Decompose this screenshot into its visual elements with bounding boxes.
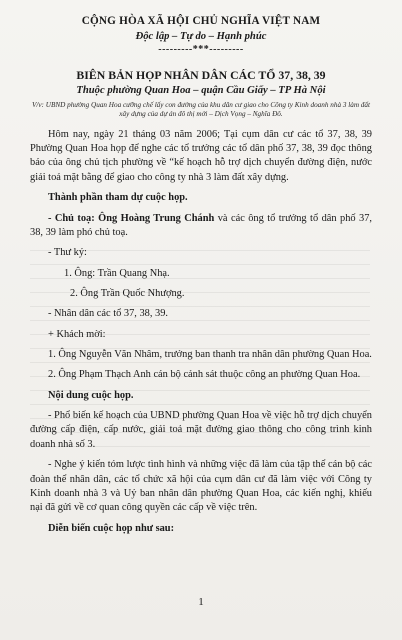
national-title: CỘNG HÒA XÃ HỘI CHỦ NGHĨA VIỆT NAM xyxy=(81,15,321,27)
motto-divider: ---------***--------- xyxy=(158,44,244,56)
document-subject: V/v: UBND phường Quan Hoa cưỡng chế lấy con đường của khu dân cư giao cho Công ty Kinh doanh nhà 3 làm đất xây dựng của dự án đô thị mới – Dịch Vọng – Nghĩa Đô. xyxy=(31,100,370,118)
chair-paragraph xyxy=(30,212,372,241)
residents-line: - Nhân dân các tổ 37, 38, 39. xyxy=(48,308,169,320)
intro-paragraph: Hôm nay, ngày 21 tháng 03 năm 2006; Tại cụm dân cư các tổ 37, 38, 39 Phường Quan Hoa họp để nghe các tổ trưởng các tổ dân phố 37, 38, 39 đọc thông báo của ông chủ tịch phường về “kế hoạch hỗ trợ dịch chuyển đường điện, nước giải toả mặt bằng để giao cho công ty nhà 3 làm đất xây dựng. xyxy=(30,128,372,183)
secretary-label: - Thư ký: xyxy=(48,247,87,259)
content-item: - Nghe ý kiến tóm lược tình hình và những việc đã làm của tập thể cán bộ các đoàn thể nhân dân, các tổ chức xã hội của cụm dân cư đã làm việc với Công ty Kinh doanh nhà 3 và Uỷ ban nhân dân phường Quan Hoa, các kiến nghị, khiếu nại đã gửi về cơ quan công quyền các cấp về việc trên. xyxy=(30,459,372,514)
chair-rest: và các ông tổ trưởng tổ dân phố 37, 38, 39 làm phó chủ toạ. xyxy=(30,212,373,238)
guest-item: 1. Ông Nguyễn Văn Nhâm, trưởng ban thanh tra nhân dân phường Quan Hoa. xyxy=(48,349,372,361)
progress-heading: Diễn biến cuộc họp như sau: xyxy=(48,522,175,534)
document-body xyxy=(30,8,372,536)
secretary-item: 2. Ông Trần Quốc Nhượng. xyxy=(70,287,185,299)
document-title: BIÊN BẢN HỌP NHÂN DÂN CÁC TỔ 37, 38, 39 xyxy=(76,67,326,82)
page-number: 1 xyxy=(198,596,204,608)
national-motto: Độc lập – Tự do – Hạnh phúc xyxy=(135,31,267,43)
document-subtitle: Thuộc phường Quan Hoa – quận Cầu Giấy – TP Hà Nội xyxy=(76,85,326,97)
participants-heading: Thành phần tham dự cuộc họp. xyxy=(48,192,188,204)
content-heading: Nội dung cuộc họp. xyxy=(48,389,134,401)
secretary-item: 1. Ông: Trần Quang Nhạ. xyxy=(64,267,170,279)
content-item: - Phổ biến kế hoạch của UBND phường Quan Hoa về việc hỗ trợ dịch chuyển đường cấp điện, cấp nước, giải toả mặt đường giao thông cho công trình kinh doanh nhà số 3. xyxy=(30,410,372,450)
guests-label: + Khách mời: xyxy=(48,328,106,340)
chair-label: - Chủ toạ: Ông Hoàng Trung Chánh xyxy=(48,212,215,224)
guest-item: 2. Ông Phạm Thạch Anh cán bộ cảnh sát thuộc công an phường Quan Hoa. xyxy=(48,369,361,381)
